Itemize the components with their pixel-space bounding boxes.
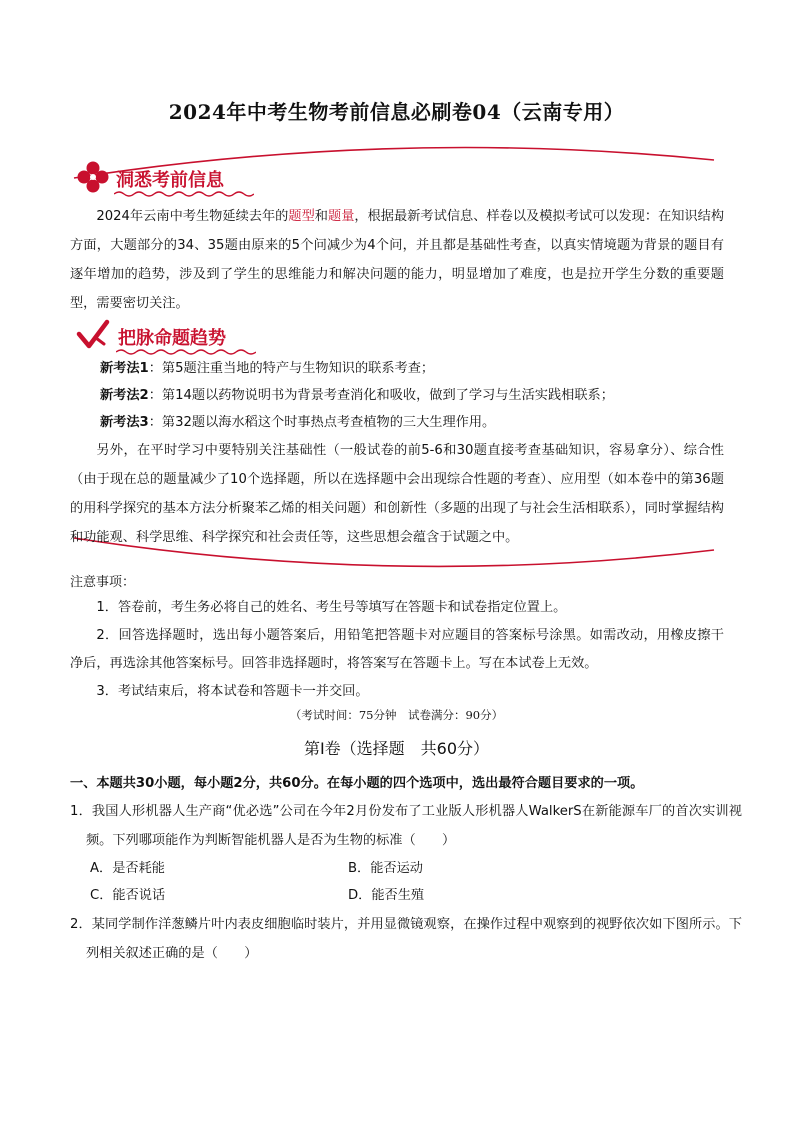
info-text-1: 2024年云南中考生物延续去年的 bbox=[96, 209, 289, 224]
info-text-2: ，根据最新考试信息、样卷以及模拟考试可以发现：在知识结构方面，大题部分的34、35题由原来的5个问减少为4个问，并且都是基础性考查，以真实情境题为背景的题目有逐年增加的趋势，涉及到了学生的思维能力和解决问题的能力，明显增加了难度，也是拉开学生分数的重要题型，需要密切关注。 bbox=[70, 209, 725, 311]
red-check-icon bbox=[76, 318, 110, 352]
new-method-2-label: 新考法2 bbox=[100, 388, 149, 403]
note-2: 2．回答选择题时，选出每小题答案后，用铅笔把答题卡对应题目的答案标号涂黑。如需改动，用橡皮擦干净后，再选涂其他答案标号。回答非选择题时，将答案写在答题卡上。写在本试卷上无效。 bbox=[70, 628, 724, 671]
new-method-3-text: ：第32题以海水稻这个时事热点考查植物的三大生理作用。 bbox=[148, 415, 496, 430]
new-method-2-text: ：第14题以药物说明书为背景考查消化和吸收，做到了学习与生活实践相联系； bbox=[148, 388, 614, 403]
highlight-question-count: 题量 bbox=[328, 209, 355, 224]
info-paragraph bbox=[70, 202, 724, 318]
banner-trend-label: 把脉命题趋势 bbox=[118, 328, 226, 349]
instruction: 一、本题共30小题，每小题2分，共60分。在每小题的四个选项中，选出最符合题目要求的一项。 bbox=[70, 776, 644, 791]
question-1-option-b[interactable]: B．能否运动 bbox=[348, 861, 423, 876]
red-clover-icon bbox=[76, 160, 110, 194]
wavy-underline bbox=[114, 190, 254, 198]
exam-meta: （考试时间：75分钟 试卷满分：90分） bbox=[289, 708, 504, 722]
other-paragraph: 另外，在平时学习中要特别关注基础性（一般试卷的前5-6和30题直接考查基础知识，容易拿分）、综合性（由于现在总的题量减少了10个选择题，所以在选择题中会出现综合性题的考查）、应用型（如本卷中的第36题的用科学探究的基本方法分析聚苯乙烯的相关问题）和创新性（多题的出现了与社会生活相联系），同时掌握结构和功能观、科学思维、科学探究和社会责任等，这些思想会蕴含于试题之中。 bbox=[70, 443, 724, 545]
banner-exam-info-label: 洞悉考前信息 bbox=[116, 170, 224, 191]
banner-trend bbox=[76, 318, 266, 352]
new-method-1-text: ：第5题注重当地的特产与生物知识的联系考查； bbox=[148, 361, 435, 376]
question-1: 1．我国人形机器人生产商“优必选”公司在今年2月份发布了工业版人形机器人WalkerS在新能源车厂的首次实训视频。下列哪项能作为判断智能机器人是否为生物的标准（ ） bbox=[70, 804, 742, 848]
info-text-and: 和 bbox=[314, 209, 328, 224]
question-1-option-d[interactable]: D．能否生殖 bbox=[348, 888, 425, 903]
question-1-option-a[interactable]: A．是否耗能 bbox=[90, 861, 165, 876]
new-method-1-label: 新考法1 bbox=[100, 361, 149, 376]
highlight-question-type: 题型 bbox=[288, 209, 315, 224]
new-method-3-label: 新考法3 bbox=[100, 415, 149, 430]
banner-exam-info bbox=[76, 160, 256, 194]
note-3: 3．考试结束后，将本试卷和答题卡一并交回。 bbox=[96, 684, 369, 699]
note-1: 1．答卷前，考生务必将自己的姓名、考生号等填写在答题卡和试卷指定位置上。 bbox=[96, 600, 567, 615]
new-method-2 bbox=[100, 382, 614, 410]
new-method-1 bbox=[100, 355, 434, 383]
new-method-3 bbox=[100, 409, 495, 437]
question-2: 2．某同学制作洋葱鳞片叶内表皮细胞临时装片，并用显微镜观察，在操作过程中观察到的视野依次如下图所示。下列相关叙述正确的是（ ） bbox=[70, 917, 742, 961]
question-1-option-c[interactable]: C．能否说话 bbox=[90, 888, 166, 903]
section-title: 第Ⅰ卷（选择题 共60分） bbox=[303, 739, 490, 758]
notes-heading: 注意事项： bbox=[70, 575, 136, 590]
page-title: 2024年中考生物考前信息必刷卷04（云南专用） bbox=[168, 100, 625, 124]
